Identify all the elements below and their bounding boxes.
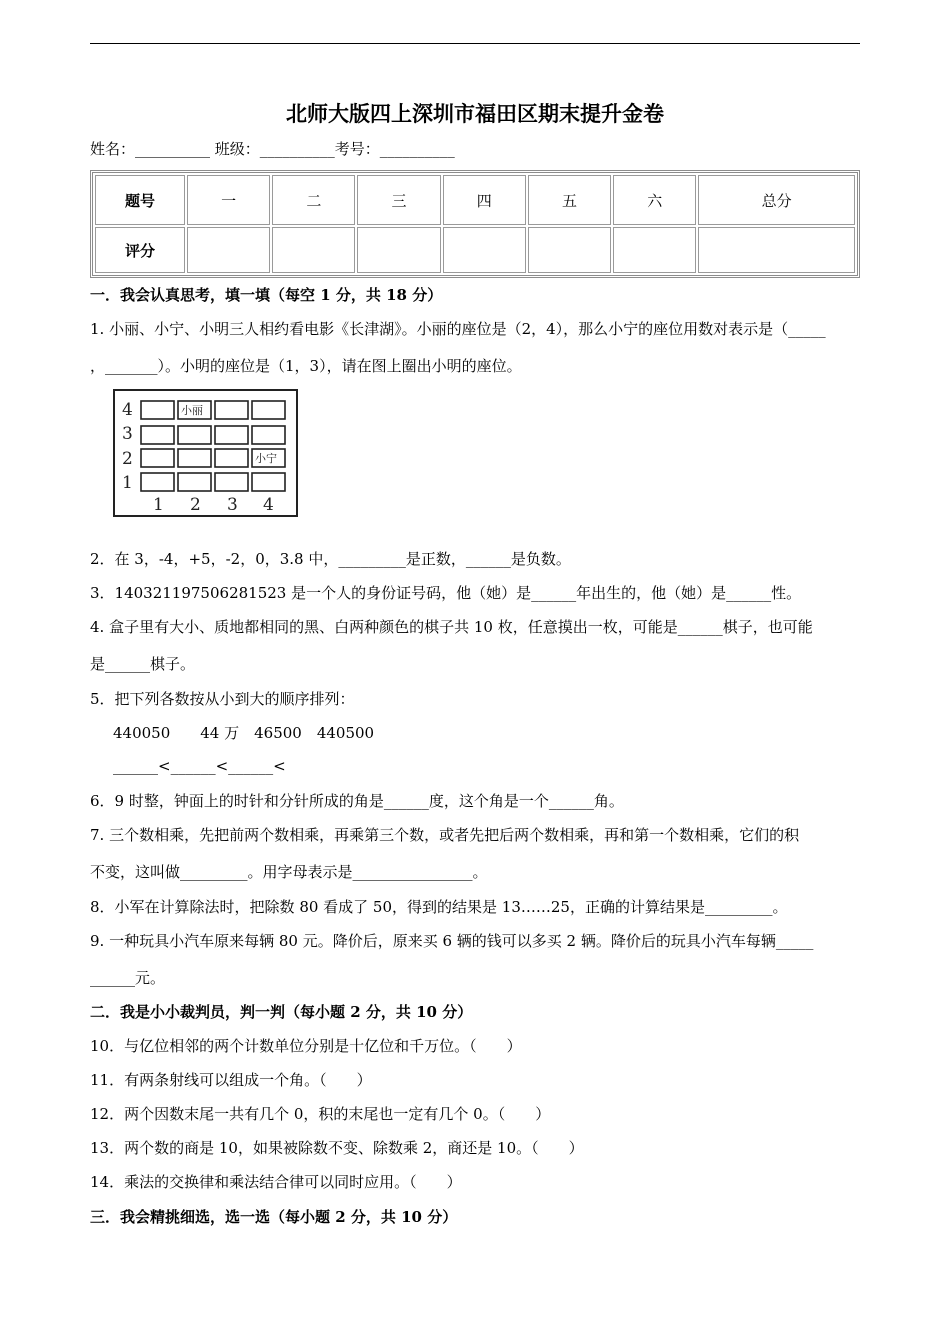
seat-name-xiaoli: 小丽 [181,404,203,417]
score-header-1: 一 [187,175,270,225]
score-header-label: 题号 [95,175,185,225]
score-header-4: 四 [443,175,526,225]
seat-2-3 [178,426,211,444]
question-5-numbers: 440050 44 万 46500 440500 [113,724,375,742]
col-label-1: 1 [153,495,164,515]
row-label-3: 3 [122,424,133,444]
section3-heading: 三．我会精挑细选，选一选（每小题 2 分，共 10 分） [90,1208,458,1226]
student-info-line: 姓名：__________ 班级：__________考号：__________ [90,140,455,158]
score-cell [272,227,355,273]
score-cell [528,227,611,273]
question-10: 10．与亿位相邻的两个计数单位分别是十亿位和千万位。（ ） [90,1037,522,1055]
seat-4-1 [252,473,285,491]
question-4-line2: 是______棋子。 [90,655,196,673]
score-cell [443,227,526,273]
question-13: 13．两个数的商是 10，如果被除数不变、除数乘 2，商还是 10。（ ） [90,1139,584,1157]
col-label-2: 2 [190,495,201,515]
seat-2-1 [178,473,211,491]
question-7-line2: 不变，这叫做_________。用字母表示是________________。 [90,863,488,881]
question-12: 12．两个因数末尾一共有几个 0，积的末尾也一定有几个 0。（ ） [90,1105,551,1123]
seat-1-1 [141,473,174,491]
score-header-2: 二 [272,175,355,225]
question-1-line2: ，_______）。小明的座位是（1，3），请在图上圈出小明的座位。 [90,357,522,375]
seat-1-2 [141,449,174,467]
score-header-3: 三 [357,175,440,225]
seat-3-1 [215,473,248,491]
question-9-line1: 9. 一种玩具小汽车原来每辆 80 元。降价后，原来买 6 辆的钱可以多买 2 辆。降价后的玩具小汽车每辆_____ [90,932,814,950]
seat-3-4 [215,401,248,419]
top-rule [90,43,860,44]
seat-name-xiaoning: 小宁 [255,452,277,465]
row-label-4: 4 [122,400,133,420]
question-3: 3．140321197506281523 是一个人的身份证号码，他（她）是______年出生的，他（她）是______性。 [90,584,802,602]
col-label-4: 4 [263,495,274,515]
seat-1-4 [141,401,174,419]
score-cell [187,227,270,273]
question-14: 14．乘法的交换律和乘法结合律可以同时应用。（ ） [90,1173,462,1191]
question-2: 2．在 3，-4，+5，-2，0，3.8 中，_________是正数，______是负数。 [90,550,571,568]
question-6: 6．9 时整，钟面上的时针和分针所成的角是______度，这个角是一个______角。 [90,792,624,810]
col-label-3: 3 [227,495,238,515]
seat-4-4 [252,401,285,419]
seat-3-3 [215,426,248,444]
score-cell [698,227,855,273]
question-1-line1: 1. 小丽、小宁、小明三人相约看电影《长津湖》。小丽的座位是（2，4），那么小宁的座位用数对表示是（_____ [90,320,826,338]
question-5: 5．把下列各数按从小到大的顺序排列： [90,690,355,708]
question-11: 11．有两条射线可以组成一个角。（ ） [90,1071,372,1089]
question-5-blanks: ______<______<______< [113,757,286,775]
section2-heading: 二．我是小小裁判员，判一判（每小题 2 分，共 10 分） [90,1003,473,1021]
score-row-label: 评分 [95,227,185,273]
seat-1-3 [141,426,174,444]
seat-3-2 [215,449,248,467]
question-7-line1: 7. 三个数相乘，先把前两个数相乘，再乘第三个数，或者先把后两个数相乘，再和第一个数相乘，它们的积 [90,826,800,844]
score-cell [613,227,696,273]
seat-2-2 [178,449,211,467]
question-4-line1: 4. 盒子里有大小、质地都相同的黑、白两种颜色的棋子共 10 枚，任意摸出一枚，可能是______棋子，也可能 [90,618,813,636]
score-header-5: 五 [528,175,611,225]
question-8: 8．小军在计算除法时，把除数 80 看成了 50，得到的结果是 13……25，正确的计算结果是_________。 [90,898,788,916]
question-9-line2: ______元。 [90,969,166,987]
score-header-total: 总分 [698,175,855,225]
score-header-6: 六 [613,175,696,225]
page-title: 北师大版四上深圳市福田区期末提升金卷 [286,102,664,126]
score-cell [357,227,440,273]
row-label-1: 1 [122,473,133,493]
seat-map-diagram [113,389,301,519]
seat-4-3 [252,426,285,444]
section1-heading: 一．我会认真思考，填一填（每空 1 分，共 18 分） [90,286,443,304]
score-table [90,170,860,278]
row-label-2: 2 [122,449,133,469]
